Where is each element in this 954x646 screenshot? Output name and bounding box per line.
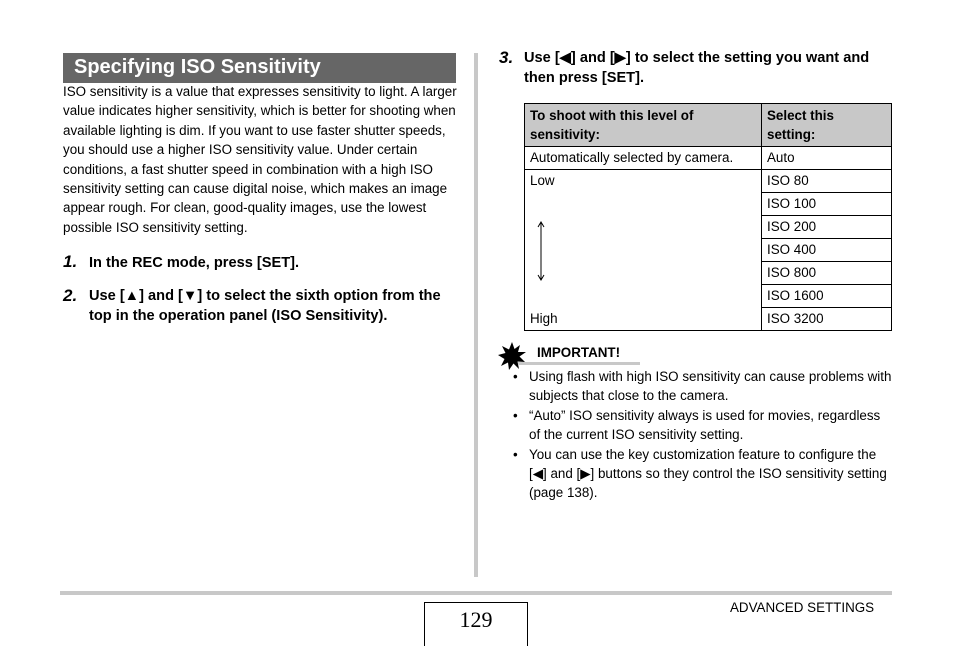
table-row xyxy=(525,170,892,193)
table-header-setting: Select this setting: xyxy=(762,104,892,147)
important-list xyxy=(513,367,893,503)
double-arrow-icon xyxy=(536,220,546,282)
step-2-number: 2. xyxy=(63,286,78,305)
footer-section-name: ADVANCED SETTINGS xyxy=(730,600,875,615)
step-1-number: 1. xyxy=(63,252,78,271)
footer-divider xyxy=(60,591,892,595)
table-cell-setting: ISO 1600 xyxy=(762,285,892,308)
step-1-text: In the REC mode, press [SET]. xyxy=(89,255,300,271)
step-2-text: Use [▲] and [▼] to select the sixth option from the top in the operation panel (ISO Sensitivity). xyxy=(89,288,441,324)
page-number: 129 xyxy=(459,607,493,632)
table-cell-setting: ISO 80 xyxy=(762,170,892,193)
table-header-level: To shoot with this level of sensitivity: xyxy=(525,104,762,147)
table-cell-setting: ISO 100 xyxy=(762,193,892,216)
table-cell-setting: ISO 200 xyxy=(762,216,892,239)
intro-paragraph: ISO sensitivity is a value that expresses sensitivity to light. A larger value indicates higher sensitivity, which is better for shooting when available lighting is dim. If you want to use faster shutter speeds, you should use a higher ISO sensitivity value. Under certain conditions, a fast shutter speed in combination with a high ISO sensitivity setting can cause digital noise, which makes an image appear rough. For clean, good-quality images, use the lowest possible ISO sensitivity setting. xyxy=(63,84,457,235)
step-3-text: Use [◀] and [▶] to select the setting you want and then press [SET]. xyxy=(524,50,870,86)
list-item: • Using flash with high ISO sensitivity can cause problems with subjects that close to the camera. xyxy=(513,367,893,406)
table-cell-auto-setting: Auto xyxy=(762,147,892,170)
important-starburst-icon xyxy=(498,342,526,370)
important-label: IMPORTANT! xyxy=(537,345,621,360)
table-row xyxy=(525,147,892,170)
step-3-number: 3. xyxy=(499,48,514,67)
table-cell-setting: ISO 400 xyxy=(762,239,892,262)
table-cell-setting: ISO 800 xyxy=(762,262,892,285)
column-divider xyxy=(474,53,478,577)
iso-table xyxy=(524,103,892,331)
section-title: Specifying ISO Sensitivity xyxy=(74,56,321,78)
important-underline xyxy=(518,362,640,365)
table-cell-level-range xyxy=(525,170,762,331)
list-item: • “Auto” ISO sensitivity always is used for movies, regardless of the current ISO sensitivity setting. xyxy=(513,406,893,445)
table-cell-auto-level: Automatically selected by camera. xyxy=(525,147,762,170)
level-high-label: High xyxy=(530,311,558,326)
table-header-row xyxy=(525,104,892,147)
list-item: • You can use the key customization feature to configure the [◀] and [▶] buttons so they control the ISO sensitivity setting (page 138). xyxy=(513,445,893,503)
level-low-label: Low xyxy=(530,173,555,188)
table-cell-setting: ISO 3200 xyxy=(762,308,892,331)
